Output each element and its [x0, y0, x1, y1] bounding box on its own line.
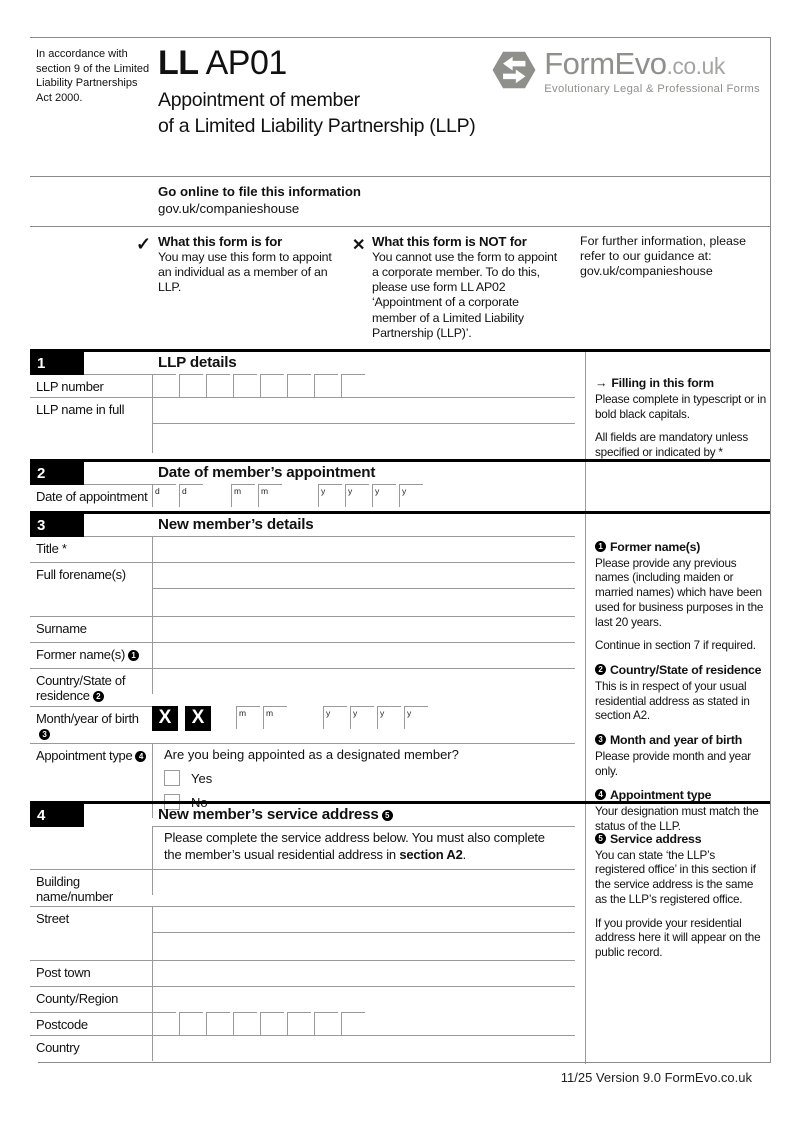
postcode-cell[interactable]	[206, 1012, 230, 1035]
badge-3-icon: 3	[39, 729, 50, 740]
note-filling-in-this-form	[586, 376, 770, 470]
birth-cell-y[interactable]	[350, 706, 374, 729]
llp-name-row	[30, 397, 575, 453]
street-label: Street	[30, 906, 152, 960]
badge-1-icon: 1	[595, 541, 606, 552]
form-code-number: AP01	[205, 44, 287, 82]
badge-1-icon: 1	[128, 650, 139, 661]
cell-letter: y	[407, 707, 412, 718]
version-footer: 11/25 Version 9.0 FormEvo.co.uk	[560, 1070, 752, 1085]
forename-field-line2[interactable]	[152, 588, 575, 616]
post-town-row	[30, 960, 575, 986]
formevo-logo	[491, 46, 760, 95]
birth-label	[30, 706, 152, 744]
cell-letter: y	[326, 707, 331, 718]
date-cell-m[interactable]	[258, 484, 282, 507]
building-row	[30, 869, 575, 907]
postcode-field	[152, 1012, 575, 1035]
date-cell-y[interactable]	[318, 484, 342, 507]
llp-number-cell[interactable]	[152, 374, 176, 397]
country-residence-label	[30, 668, 152, 706]
date-of-appointment-row	[30, 484, 575, 507]
section-date-of-appointment	[30, 459, 770, 511]
note-title: Month and year of birth	[610, 733, 743, 748]
surname-label: Surname	[30, 616, 152, 642]
form-is-for-title: What this form is for	[158, 234, 283, 249]
forename-field-line1[interactable]	[152, 562, 575, 588]
country-row	[30, 1035, 575, 1061]
badge-2-icon: 2	[93, 691, 104, 702]
section-title-member-details: New member’s details	[158, 516, 314, 533]
postcode-cell[interactable]	[233, 1012, 257, 1035]
section-number-3: 3	[30, 514, 84, 537]
form-title-line1: Appointment of member	[158, 89, 360, 111]
note-title: Former name(s)	[610, 540, 701, 554]
postcode-cell[interactable]	[341, 1012, 365, 1035]
section-title-service-address	[158, 804, 770, 826]
forename-label: Full forename(s)	[30, 562, 152, 616]
form-title	[158, 88, 770, 139]
title-field[interactable]	[152, 536, 575, 562]
country-label: Country	[30, 1035, 152, 1061]
note-paragraph: You can state ‘the LLP’s registered office’ in this section if the service address is the same as the LLP’s registered office.	[595, 848, 756, 906]
cell-letter: m	[261, 486, 269, 496]
form-not-for	[372, 234, 572, 349]
cell-letter: d	[155, 486, 160, 496]
date-of-appointment-field	[152, 484, 575, 507]
postcode-cell[interactable]	[260, 1012, 284, 1035]
birth-cell-y[interactable]	[323, 706, 347, 729]
surname-row	[30, 616, 575, 642]
birth-cell-m[interactable]	[236, 706, 260, 729]
go-online-url: gov.uk/companieshouse	[158, 201, 300, 216]
surname-field[interactable]	[152, 616, 575, 642]
purpose-block	[30, 226, 770, 349]
note-title: Service address	[610, 832, 702, 846]
logo-brand: FormEvo	[544, 46, 667, 81]
intro-text: Please complete the service address below. You must also complete the member’s usual residential address in	[164, 830, 545, 862]
former-names-field[interactable]	[152, 642, 575, 668]
yes-label: Yes	[191, 770, 213, 786]
cell-letter: y	[380, 707, 385, 718]
section-number-4: 4	[30, 804, 84, 827]
form-is-for	[158, 234, 352, 349]
birth-cell-m[interactable]	[263, 706, 287, 729]
country-residence-row	[30, 668, 575, 706]
bottom-rule	[38, 1062, 770, 1063]
note-paragraph: This is in respect of your usual residential address as stated in section A2.	[595, 679, 750, 723]
appointment-type-label-text: Appointment type	[36, 748, 133, 764]
birth-cell-y[interactable]	[404, 706, 428, 729]
note-title: Filling in this form	[611, 376, 714, 390]
llp-name-field-line1[interactable]	[152, 397, 575, 423]
street-field-line2[interactable]	[152, 932, 575, 960]
cell-letter: y	[375, 486, 380, 496]
cell-letter: y	[348, 486, 353, 496]
birth-day-blocked-cell: X	[185, 706, 211, 731]
designated-member-question: Are you being appointed as a designated member?	[164, 747, 459, 763]
intro-text: .	[462, 846, 467, 862]
statute-text: In accordance with section 9 of the Limited Liability Partnerships Act 2000.	[36, 48, 150, 104]
yes-checkbox[interactable]	[164, 770, 180, 786]
form-title-line2: of a Limited Liability Partnership (LLP)	[158, 114, 476, 137]
note-title: Country/State of residence	[610, 663, 762, 678]
badge-5-icon: 5	[595, 833, 606, 844]
form-not-for-body: You cannot use the form to appoint a corporate member. To do this, please use form LL AP02 ‘Appointment of a corporate member of a Limited Liability Partnership (LLP)’.	[372, 250, 557, 340]
llp-number-field	[152, 374, 575, 397]
badge-5-icon: 5	[382, 810, 393, 821]
note-title: Appointment type	[610, 788, 712, 803]
street-field-line1[interactable]	[152, 906, 575, 932]
yes-option	[164, 770, 575, 786]
birth-field	[152, 706, 575, 744]
country-field[interactable]	[152, 1035, 575, 1061]
note-paragraph: Please complete in typescript or in bold black capitals.	[595, 393, 766, 421]
street-row	[30, 906, 575, 960]
service-address-intro	[152, 826, 575, 869]
postcode-cell[interactable]	[179, 1012, 203, 1035]
building-label: Building name/number	[30, 869, 152, 907]
note-paragraph: If you provide your residential address here it will appear on the public record.	[595, 916, 761, 960]
date-cell-y[interactable]	[372, 484, 396, 507]
llp-number-label: LLP number	[30, 374, 152, 397]
postcode-cell[interactable]	[287, 1012, 311, 1035]
post-town-field[interactable]	[152, 960, 575, 986]
go-online-block	[30, 176, 770, 226]
arrow-right-icon: →	[595, 376, 608, 390]
county-row	[30, 986, 575, 1012]
date-of-appointment-label: Date of appointment	[30, 484, 152, 507]
cross-icon: ✕	[352, 237, 366, 254]
badge-4-icon: 4	[595, 789, 606, 800]
note-service-address	[586, 832, 770, 970]
postcode-label: Postcode	[30, 1012, 152, 1035]
llp-number-cell[interactable]	[179, 374, 203, 397]
section-number-2: 2	[30, 462, 84, 485]
llp-name-field-line2[interactable]	[152, 423, 575, 453]
title-label: Title *	[30, 536, 152, 562]
section-title-text: New member’s service address	[158, 806, 379, 823]
birth-day-blocked-cell: X	[152, 706, 178, 731]
llp-name-label: LLP name in full	[30, 397, 152, 453]
intro-bold-text: section A2	[399, 846, 463, 862]
section-llp-details	[30, 349, 770, 459]
llp-number-cell[interactable]	[233, 374, 257, 397]
section-number-1: 1	[30, 352, 84, 375]
cell-letter: m	[234, 486, 242, 496]
form-header	[30, 38, 770, 176]
llp-number-cell[interactable]	[287, 374, 311, 397]
building-field[interactable]	[152, 869, 575, 895]
logo-tld: .co.uk	[666, 53, 725, 79]
cell-letter: d	[182, 486, 187, 496]
sidebar-divider	[585, 462, 586, 511]
form-frame	[30, 37, 771, 1063]
section-service-address	[30, 801, 770, 1064]
badge-4-icon: 4	[135, 751, 146, 762]
llp-number-cell[interactable]	[260, 374, 284, 397]
formevo-hexagon-icon	[491, 49, 537, 91]
llp-number-row	[30, 374, 575, 397]
go-online-title: Go online to file this information	[158, 184, 361, 199]
post-town-label: Post town	[30, 960, 152, 986]
date-cell-y[interactable]	[399, 484, 423, 507]
badge-2-icon: 2	[595, 664, 606, 675]
postcode-cell[interactable]	[152, 1012, 176, 1035]
blank-label	[30, 826, 152, 869]
former-names-label	[30, 642, 152, 668]
county-label: County/Region	[30, 986, 152, 1012]
check-icon: ✓	[136, 234, 152, 254]
logo-text	[544, 46, 760, 95]
note-paragraph: Your designation must match the status of the LLP.	[595, 805, 759, 833]
note-paragraph: All fields are mandatory unless specified or indicated by *	[595, 431, 748, 460]
date-cell-m[interactable]	[231, 484, 255, 507]
note-paragraph: Please provide month and year only.	[595, 749, 751, 778]
cell-letter: y	[402, 486, 407, 496]
cell-letter: m	[266, 707, 274, 718]
forename-row	[30, 562, 575, 616]
birth-label-text: Month/year of birth	[36, 710, 139, 726]
postcode-cell[interactable]	[314, 1012, 338, 1035]
section3-notes	[586, 540, 770, 844]
badge-3-icon: 3	[595, 734, 606, 745]
llp-number-cell[interactable]	[206, 374, 230, 397]
service-address-intro-row	[30, 826, 575, 869]
form-not-for-title: What this form is NOT for	[372, 234, 527, 249]
further-information: For further information, please refer to our guidance at: gov.uk/companieshouse	[580, 234, 746, 279]
country-residence-label-text: Country/State of residence	[36, 673, 126, 704]
cell-letter: y	[353, 707, 358, 718]
note-paragraph: Continue in section 7 if required.	[595, 639, 756, 653]
form-is-for-body: You may use this form to appoint an individual as a member of an LLP.	[158, 250, 332, 295]
llp-number-cell[interactable]	[314, 374, 338, 397]
llp-number-cell[interactable]	[341, 374, 365, 397]
logo-tagline: Evolutionary Legal & Professional Forms	[544, 83, 760, 95]
note-paragraph: Please provide any previous names (including maiden or married names) which have been used for business purposes in the last 20 years.	[595, 556, 764, 629]
county-field[interactable]	[152, 986, 575, 1012]
title-row	[30, 536, 575, 562]
former-names-row	[30, 642, 575, 668]
section-title-llp-details: LLP details	[158, 354, 237, 371]
no-label: No	[191, 794, 208, 810]
country-residence-field[interactable]	[152, 668, 575, 694]
form-code-prefix: LL	[158, 44, 199, 82]
cell-letter: m	[239, 707, 247, 718]
former-names-label-text: Former name(s)	[36, 647, 125, 662]
postcode-row	[30, 1012, 575, 1035]
cell-letter: y	[321, 486, 326, 496]
date-cell-y[interactable]	[345, 484, 369, 507]
date-cell-d[interactable]	[152, 484, 176, 507]
birth-row	[30, 706, 575, 744]
date-cell-d[interactable]	[179, 484, 203, 507]
birth-cell-y[interactable]	[377, 706, 401, 729]
section-title-date: Date of member’s appointment	[158, 464, 376, 481]
